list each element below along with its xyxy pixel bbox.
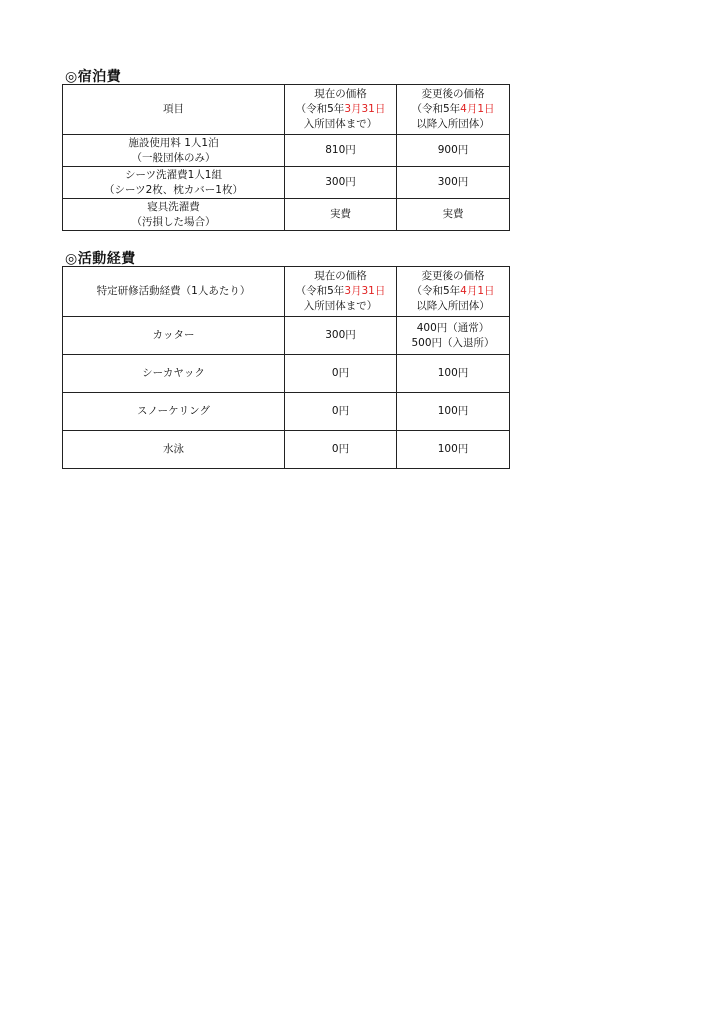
lodging-row-current: 実費 — [285, 199, 397, 231]
header-new-line1: 変更後の価格 — [421, 88, 485, 100]
item-line2: （汚損した場合） — [131, 215, 216, 228]
activity-header-row — [63, 267, 510, 317]
lodging-row-new: 実費 — [397, 199, 510, 231]
lodging-row-item — [63, 199, 285, 231]
item-line2: （一般団体のみ） — [131, 151, 216, 164]
header-new-line1: 変更後の価格 — [421, 270, 485, 282]
header-current-line3: 入所団体まで） — [303, 300, 378, 312]
activity-row-current: 0円 — [285, 393, 397, 431]
header-current-date: 3月31日 — [344, 285, 386, 297]
activity-row — [63, 393, 510, 431]
lodging-header-new — [397, 85, 510, 135]
header-current-line2 — [287, 102, 394, 117]
header-new-line3: 以降入所団体） — [416, 300, 490, 312]
new-line2: 500円（入退所） — [411, 336, 495, 349]
activity-row — [63, 431, 510, 469]
activity-row-new: 100円 — [397, 355, 510, 393]
header-new-era: （令和5年 — [411, 103, 461, 115]
lodging-row-item — [63, 135, 285, 167]
lodging-section-title: ◎宿泊費 — [65, 69, 122, 85]
lodging-header-row — [63, 85, 510, 135]
header-current-line2 — [287, 284, 394, 299]
activity-row-current: 0円 — [285, 355, 397, 393]
header-new-line2 — [399, 284, 507, 299]
activity-row-item: シーカヤック — [63, 355, 285, 393]
lodging-row-current: 300円 — [285, 167, 397, 199]
header-current-era: （令和5年 — [295, 285, 345, 297]
activity-header-current — [285, 267, 397, 317]
item-line1: シーツ洗濯費1人1組 — [125, 168, 222, 181]
activity-table — [62, 266, 510, 469]
activity-row-item: スノーケリング — [63, 393, 285, 431]
activity-row — [63, 355, 510, 393]
header-new-line2 — [399, 102, 507, 117]
activity-row-item: 水泳 — [63, 431, 285, 469]
lodging-row — [63, 135, 510, 167]
activity-row-new: 100円 — [397, 431, 510, 469]
activity-row-item: カッター — [63, 317, 285, 355]
new-line1: 400円（通常） — [416, 321, 490, 334]
header-current-era: （令和5年 — [295, 103, 345, 115]
lodging-row-current: 810円 — [285, 135, 397, 167]
header-new-era: （令和5年 — [411, 285, 461, 297]
activity-header-new — [397, 267, 510, 317]
header-new-date: 4月1日 — [460, 103, 495, 115]
header-current-line1: 現在の価格 — [314, 270, 367, 282]
lodging-table — [62, 84, 510, 231]
item-line2: （シーツ2枚、枕カバー1枚） — [104, 183, 243, 196]
lodging-row — [63, 167, 510, 199]
lodging-row-item — [63, 167, 285, 199]
activity-header-item: 特定研修活動経費（1人あたり） — [63, 267, 285, 317]
activity-row-new — [397, 317, 510, 355]
activity-row-new: 100円 — [397, 393, 510, 431]
item-line1: 施設使用料 1人1泊 — [128, 136, 219, 149]
lodging-row — [63, 199, 510, 231]
item-line1: 寝具洗濯費 — [147, 200, 200, 213]
activity-section-title: ◎活動経費 — [65, 251, 136, 267]
activity-row-current: 0円 — [285, 431, 397, 469]
header-new-date: 4月1日 — [460, 285, 495, 297]
lodging-row-new: 900円 — [397, 135, 510, 167]
lodging-header-current — [285, 85, 397, 135]
activity-row-current: 300円 — [285, 317, 397, 355]
activity-row — [63, 317, 510, 355]
header-new-line3: 以降入所団体） — [416, 118, 490, 130]
header-current-line3: 入所団体まで） — [303, 118, 378, 130]
header-current-date: 3月31日 — [344, 103, 386, 115]
lodging-header-item: 項目 — [63, 85, 285, 135]
lodging-row-new: 300円 — [397, 167, 510, 199]
header-current-line1: 現在の価格 — [314, 88, 367, 100]
